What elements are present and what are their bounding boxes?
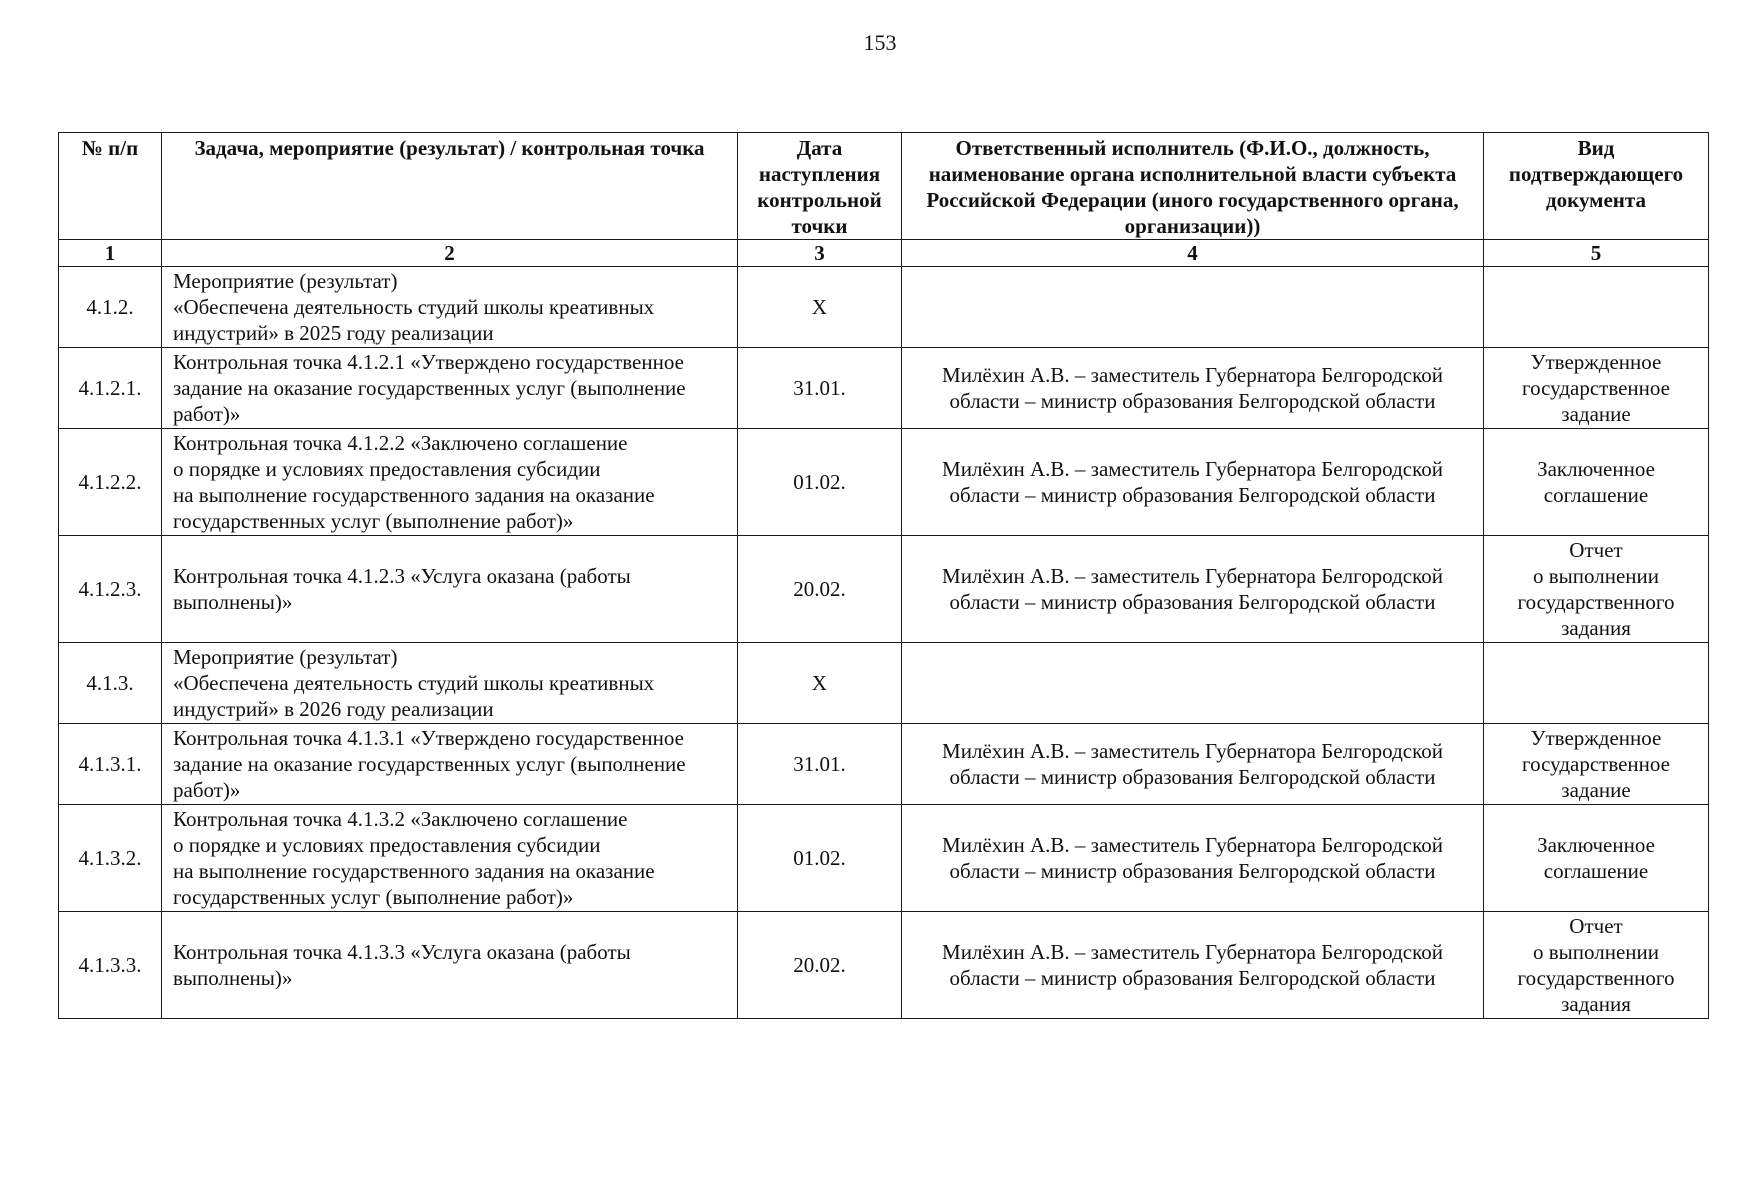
row-responsible: Милёхин А.В. – заместитель Губернатора Белгородской области – министр образования Белгородской области: [902, 429, 1484, 536]
page-number: 153: [863, 30, 897, 55]
row-document: Отчет о выполнении государственного задания: [1484, 536, 1709, 643]
row-task: Мероприятие (результат) «Обеспечена деятельность студий школы креативных индустрий» в 2026 году реализации: [162, 643, 738, 724]
table-row: [59, 724, 1709, 805]
row-responsible: Милёхин А.В. – заместитель Губернатора Белгородской области – министр образования Белгородской области: [902, 348, 1484, 429]
row-responsible: Милёхин А.В. – заместитель Губернатора Белгородской области – министр образования Белгородской области: [902, 805, 1484, 912]
row-task: Контрольная точка 4.1.2.3 «Услуга оказана (работы выполнены)»: [162, 536, 738, 643]
header-number: № п/п: [59, 133, 162, 240]
table-row: [59, 536, 1709, 643]
row-document: [1484, 267, 1709, 348]
row-document: Заключенное соглашение: [1484, 805, 1709, 912]
column-number: 5: [1484, 240, 1709, 267]
header-date: Дата наступления контрольной точки: [738, 133, 902, 240]
header-task: Задача, мероприятие (результат) / контрольная точка: [162, 133, 738, 240]
row-number: 4.1.2.2.: [59, 429, 162, 536]
row-document: [1484, 643, 1709, 724]
column-number-row: [59, 240, 1709, 267]
row-number: 4.1.2.: [59, 267, 162, 348]
table-row: [59, 912, 1709, 1019]
table-row: [59, 429, 1709, 536]
row-number: 4.1.3.2.: [59, 805, 162, 912]
row-task: Контрольная точка 4.1.3.2 «Заключено соглашение о порядке и условиях предоставления субсидии на выполнение государственного задания на оказание государственных услуг (выполнение работ)»: [162, 805, 738, 912]
row-date: 01.02.: [738, 429, 902, 536]
row-task: Мероприятие (результат) «Обеспечена деятельность студий школы креативных индустрий» в 2025 году реализации: [162, 267, 738, 348]
row-document: Утвержденное государственное задание: [1484, 348, 1709, 429]
row-document: Заключенное соглашение: [1484, 429, 1709, 536]
row-number: 4.1.2.1.: [59, 348, 162, 429]
header-document: Вид подтверждающего документа: [1484, 133, 1709, 240]
row-date: Х: [738, 267, 902, 348]
row-document: Утвержденное государственное задание: [1484, 724, 1709, 805]
row-responsible: Милёхин А.В. – заместитель Губернатора Белгородской области – министр образования Белгородской области: [902, 724, 1484, 805]
column-number: 2: [162, 240, 738, 267]
table-row: [59, 643, 1709, 724]
column-number: 1: [59, 240, 162, 267]
column-number: 3: [738, 240, 902, 267]
row-responsible: [902, 267, 1484, 348]
row-number: 4.1.3.: [59, 643, 162, 724]
row-date: 20.02.: [738, 912, 902, 1019]
row-date: 01.02.: [738, 805, 902, 912]
row-document: Отчет о выполнении государственного задания: [1484, 912, 1709, 1019]
row-date: 31.01.: [738, 724, 902, 805]
row-number: 4.1.3.3.: [59, 912, 162, 1019]
row-date: Х: [738, 643, 902, 724]
row-date: 31.01.: [738, 348, 902, 429]
table-header-row: [59, 133, 1709, 240]
row-responsible: Милёхин А.В. – заместитель Губернатора Белгородской области – министр образования Белгородской области: [902, 912, 1484, 1019]
row-task: Контрольная точка 4.1.2.2 «Заключено соглашение о порядке и условиях предоставления субсидии на выполнение государственного задания на оказание государственных услуг (выполнение работ)»: [162, 429, 738, 536]
row-responsible: Милёхин А.В. – заместитель Губернатора Белгородской области – министр образования Белгородской области: [902, 536, 1484, 643]
row-task: Контрольная точка 4.1.3.3 «Услуга оказана (работы выполнены)»: [162, 912, 738, 1019]
row-date: 20.02.: [738, 536, 902, 643]
table-row: [59, 805, 1709, 912]
control-points-table: [58, 132, 1709, 1019]
plan-table-wrapper: [58, 132, 1709, 1019]
column-number: 4: [902, 240, 1484, 267]
table-row: [59, 267, 1709, 348]
row-responsible: [902, 643, 1484, 724]
row-number: 4.1.2.3.: [59, 536, 162, 643]
table-row: [59, 348, 1709, 429]
header-responsible: Ответственный исполнитель (Ф.И.О., должность, наименование органа исполнительной власти субъекта Российской Федерации (иного государственного органа, организации)): [902, 133, 1484, 240]
row-task: Контрольная точка 4.1.2.1 «Утверждено государственное задание на оказание государственных услуг (выполнение работ)»: [162, 348, 738, 429]
row-task: Контрольная точка 4.1.3.1 «Утверждено государственное задание на оказание государственных услуг (выполнение работ)»: [162, 724, 738, 805]
row-number: 4.1.3.1.: [59, 724, 162, 805]
